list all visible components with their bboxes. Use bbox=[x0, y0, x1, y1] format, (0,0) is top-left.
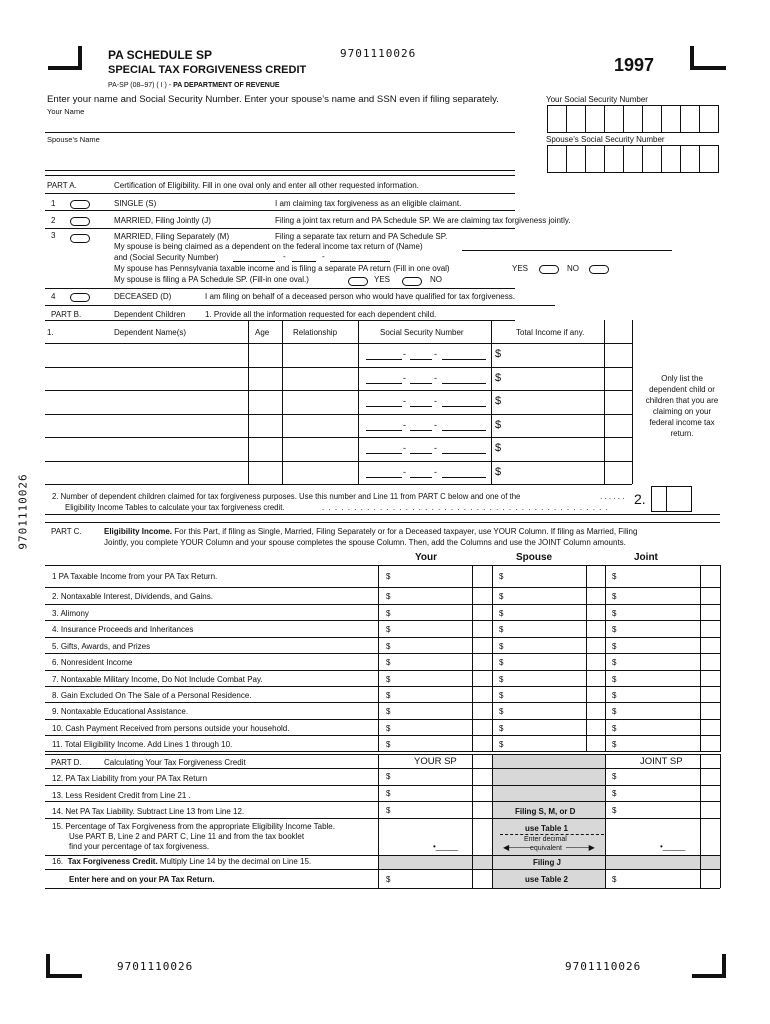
spouse-amount-3[interactable]: $ bbox=[499, 609, 504, 618]
your-amount-8[interactable]: $ bbox=[386, 691, 391, 700]
your-amount-7[interactable]: $ bbox=[386, 675, 391, 684]
option-single: SINGLE (S) bbox=[114, 199, 157, 208]
option-married-separately: MARRIED, Filing Separately (M) bbox=[114, 232, 230, 241]
oval-spouse-sp-no[interactable] bbox=[402, 277, 422, 286]
form-year: 1997 bbox=[614, 55, 655, 75]
spouse-ssn-box-3[interactable] bbox=[585, 145, 605, 173]
form-code-top: 9701110026 bbox=[340, 47, 417, 60]
part-c-line-3: 3. Alimony bbox=[52, 609, 89, 618]
joint-amount-10[interactable]: $ bbox=[612, 724, 617, 733]
joint-amount-1[interactable]: $ bbox=[612, 572, 617, 581]
dependent-row-line bbox=[45, 461, 632, 462]
dep-ssn-part2[interactable] bbox=[410, 406, 432, 407]
spouse-amount-7[interactable]: $ bbox=[499, 675, 504, 684]
dep-income-dollar: $ bbox=[495, 465, 502, 478]
part-c-line-6: 6. Nonresident Income bbox=[52, 658, 133, 667]
joint-amount-9[interactable]: $ bbox=[612, 707, 617, 716]
your-ssn-box-5[interactable] bbox=[623, 105, 643, 133]
dep-ssn-part2[interactable] bbox=[410, 359, 432, 360]
oval-spouse-sp-yes[interactable] bbox=[348, 277, 368, 286]
joint-amount-5[interactable]: $ bbox=[612, 642, 617, 651]
your-amount-11[interactable]: $ bbox=[386, 740, 391, 749]
your-amount-5[interactable]: $ bbox=[386, 642, 391, 651]
dependent-row-line bbox=[45, 414, 632, 415]
dep-ssn-part3[interactable] bbox=[442, 430, 486, 431]
spouse-amount-4[interactable]: $ bbox=[499, 625, 504, 634]
your-ssn-box-4[interactable] bbox=[604, 105, 624, 133]
oval-spouse-separate-no[interactable] bbox=[589, 265, 609, 274]
your-name-line[interactable] bbox=[45, 132, 515, 133]
dep-ssn-part3[interactable] bbox=[442, 359, 486, 360]
joint-amount-7[interactable]: $ bbox=[612, 675, 617, 684]
dep-income-dollar: $ bbox=[495, 442, 502, 454]
form-title: PA SCHEDULE SP bbox=[108, 48, 213, 62]
your-amount-1[interactable]: $ bbox=[386, 572, 391, 581]
part-d-amount-7[interactable]: $ bbox=[612, 806, 617, 815]
spouse-ssn-label: Spouse’s Social Security Number bbox=[546, 135, 665, 144]
dep-ssn-part2[interactable] bbox=[410, 453, 432, 454]
part-d-amount-5[interactable]: $ bbox=[612, 772, 617, 781]
spouse-ssn-box-1[interactable] bbox=[547, 145, 567, 173]
part-c-line-10: 10. Cash Payment Received from persons outside your household. bbox=[52, 724, 290, 733]
your-amount-4[interactable]: $ bbox=[386, 625, 391, 634]
part-a-heading: Certification of Eligibility. Fill in one oval only and enter all other requested information. bbox=[114, 181, 419, 190]
your-ssn-label: Your Social Security Number bbox=[546, 95, 648, 104]
dep-ssn-part1[interactable] bbox=[366, 477, 402, 478]
part-d-amount-6[interactable]: $ bbox=[612, 789, 617, 798]
dep-ssn-part1[interactable] bbox=[366, 359, 402, 360]
your-amount-3[interactable]: $ bbox=[386, 609, 391, 618]
part-d-amount-2[interactable]: $ bbox=[386, 789, 391, 798]
option-deceased: DECEASED (D) bbox=[114, 292, 172, 301]
part-b-label: PART B. bbox=[51, 310, 82, 319]
dep-ssn-part2[interactable] bbox=[410, 383, 432, 384]
your-decimal[interactable]: •_____ bbox=[433, 842, 459, 851]
your-ssn-box-8[interactable] bbox=[680, 105, 700, 133]
spouse-amount-5[interactable]: $ bbox=[499, 642, 504, 651]
dep-ssn-part1[interactable] bbox=[366, 453, 402, 454]
spouse-name-line[interactable] bbox=[45, 170, 515, 171]
part-c-line-4: 4. Insurance Proceeds and Inheritances bbox=[52, 625, 194, 634]
joint-decimal[interactable]: •_____ bbox=[660, 842, 686, 851]
form-id: PA-SP (08–97) ( I ) - PA DEPARTMENT OF REVENUE bbox=[108, 82, 280, 89]
dep-income-dollar: $ bbox=[495, 395, 502, 407]
dependent-claimant-name-line[interactable] bbox=[462, 250, 672, 251]
your-ssn-box-7[interactable] bbox=[661, 105, 681, 133]
oval-spouse-separate-yes[interactable] bbox=[539, 265, 559, 274]
corner-mark-top-right bbox=[690, 46, 726, 70]
claimant-ssn-part3[interactable] bbox=[330, 261, 390, 262]
part-c-line-2: 2. Nontaxable Interest, Dividends, and Gains. bbox=[52, 592, 213, 601]
joint-amount-8[interactable]: $ bbox=[612, 691, 617, 700]
part-c-line-7: 7. Nontaxable Military Income, Do Not Include Combat Pay. bbox=[52, 675, 263, 684]
dep-income-dollar: $ bbox=[495, 348, 502, 360]
oval-single[interactable] bbox=[70, 200, 90, 209]
part-c-line-8: 8. Gain Excluded On The Sale of a Personal Residence. bbox=[52, 691, 252, 700]
spouse-amount-8[interactable]: $ bbox=[499, 691, 504, 700]
joint-amount-4[interactable]: $ bbox=[612, 625, 617, 634]
dep-ssn-part3[interactable] bbox=[442, 453, 486, 454]
dep-ssn-part2[interactable] bbox=[410, 477, 432, 478]
dependent-side-note: Only list the dependent child or children that you are claiming on your federal income tax return. bbox=[645, 374, 719, 438]
dep-ssn-part3[interactable] bbox=[442, 477, 486, 478]
your-ssn-box-2[interactable] bbox=[566, 105, 586, 133]
spouse-ssn-box-6[interactable] bbox=[642, 145, 662, 173]
form-subtitle: SPECIAL TAX FORGIVENESS CREDIT bbox=[108, 64, 307, 76]
dep-ssn-part1[interactable] bbox=[366, 430, 402, 431]
spouse-amount-11[interactable]: $ bbox=[499, 740, 504, 749]
dependent-row-line bbox=[45, 367, 632, 368]
spouse-ssn-box-2[interactable] bbox=[566, 145, 586, 173]
part-c-heading: Eligibility Income. For this Part, if filing as Single, Married, Filing Separately or for a Deceased taxpayer, use YOUR Column. If filing as Married, Filing bbox=[104, 527, 638, 536]
line2-box-1[interactable] bbox=[651, 486, 667, 512]
dep-ssn-part3[interactable] bbox=[442, 383, 486, 384]
dep-ssn-part3[interactable] bbox=[442, 406, 486, 407]
dep-ssn-part2[interactable] bbox=[410, 430, 432, 431]
oval-married-separately[interactable] bbox=[70, 234, 90, 243]
corner-mark-bottom-left bbox=[46, 954, 82, 978]
part-c-line-9: 9. Nontaxable Educational Assistance. bbox=[52, 707, 189, 716]
dependent-row-line bbox=[45, 437, 632, 438]
side-form-code: 9701110026 bbox=[16, 473, 30, 550]
spouse-amount-9[interactable]: $ bbox=[499, 707, 504, 716]
line2-box-2[interactable] bbox=[666, 486, 692, 512]
line16: 16. Tax Forgiveness Credit. Multiply Line 14 by the decimal on Line 15. bbox=[52, 857, 312, 866]
corner-mark-top-left bbox=[48, 46, 82, 70]
spouse-ssn-box-7[interactable] bbox=[661, 145, 681, 173]
footer-code-left: 9701110026 bbox=[117, 960, 194, 973]
dep-income-dollar: $ bbox=[495, 371, 502, 384]
spouse-ssn-box-4[interactable] bbox=[604, 145, 624, 173]
dependent-row-line bbox=[45, 484, 632, 485]
joint-amount-6[interactable]: $ bbox=[612, 658, 617, 667]
part-c-label: PART C. bbox=[51, 527, 82, 536]
option-married-jointly: MARRIED, Filing Jointly (J) bbox=[114, 216, 211, 225]
corner-mark-bottom-right bbox=[692, 954, 726, 978]
spouse-ssn-box-5[interactable] bbox=[623, 145, 643, 173]
claimant-ssn-part1[interactable] bbox=[233, 261, 275, 262]
your-amount-6[interactable]: $ bbox=[386, 658, 391, 667]
part-a-label: PART A. bbox=[47, 181, 77, 190]
claimant-ssn-part2[interactable] bbox=[292, 261, 316, 262]
line2-num: 2. bbox=[634, 491, 646, 507]
dependent-row-line bbox=[45, 390, 632, 391]
spouse-ssn-box-8[interactable] bbox=[680, 145, 700, 173]
spouse-amount-1[interactable]: $ bbox=[499, 572, 504, 581]
dep-income-dollar: $ bbox=[495, 418, 502, 431]
dep-ssn-part1[interactable] bbox=[366, 406, 402, 407]
oval-married-jointly[interactable] bbox=[70, 217, 90, 226]
your-ssn-box-9[interactable] bbox=[699, 105, 719, 133]
your-amount-9[interactable]: $ bbox=[386, 707, 391, 716]
spouse-ssn-box-9[interactable] bbox=[699, 145, 719, 173]
spouse-amount-10[interactable]: $ bbox=[499, 724, 504, 733]
spouse-amount-2[interactable]: $ bbox=[499, 592, 504, 601]
dep-ssn-part1[interactable] bbox=[366, 383, 402, 384]
your-name-label: Your Name bbox=[47, 107, 85, 116]
your-ssn-box-1[interactable] bbox=[547, 105, 567, 133]
oval-deceased[interactable] bbox=[70, 293, 90, 302]
part-d-amount-1[interactable]: $ bbox=[386, 772, 391, 781]
part-d-label: PART D. bbox=[51, 758, 82, 767]
joint-amount-3[interactable]: $ bbox=[612, 609, 617, 618]
part-d-amount-3[interactable]: $ bbox=[386, 806, 391, 815]
joint-amount-11[interactable]: $ bbox=[612, 740, 617, 749]
footer-code-right: 9701110026 bbox=[565, 960, 642, 973]
part-c-line-1: 1 PA Taxable Income from your PA Tax Return. bbox=[52, 572, 218, 581]
part-c-line-5: 5. Gifts, Awards, and Prizes bbox=[52, 642, 151, 651]
part-d-amount-8[interactable]: $ bbox=[612, 875, 617, 884]
spouse-amount-6[interactable]: $ bbox=[499, 658, 504, 667]
header-instruction: Enter your name and Social Security Number. Enter your spouse’s name and SSN even if filing separately. bbox=[47, 94, 499, 105]
joint-amount-2[interactable]: $ bbox=[612, 592, 617, 601]
your-ssn-box-3[interactable] bbox=[585, 105, 605, 133]
part-d-amount-4[interactable]: $ bbox=[386, 875, 391, 884]
your-amount-10[interactable]: $ bbox=[386, 724, 391, 733]
spouse-name-label: Spouse’s Name bbox=[47, 135, 100, 144]
your-ssn-box-6[interactable] bbox=[642, 105, 662, 133]
part-c-line-11: 11. Total Eligibility Income. Add Lines 1 through 10. bbox=[52, 740, 233, 749]
your-amount-2[interactable]: $ bbox=[386, 592, 391, 601]
